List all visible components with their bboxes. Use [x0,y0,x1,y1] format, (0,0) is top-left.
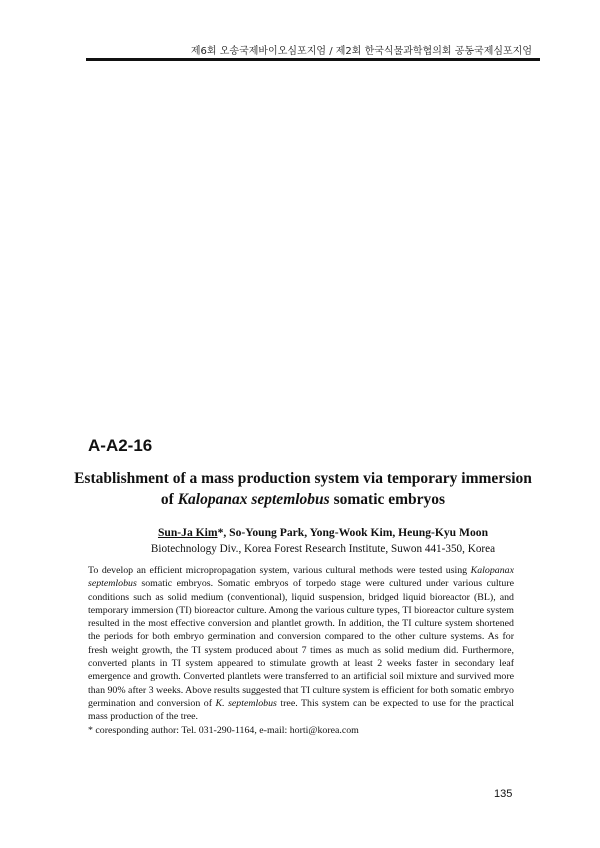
abstract-text-b: somatic embryos. Somatic embryos of torpedo stage were cultured under various culture conditions such as solid medium (conventional), liquid suspension, bridged liquid bioreactor (BL), and temporary immersion (TI) bioreactor culture. Among the various culture types, TI bioreactor culture system resulted in the most effective conversion and plantlet growth. In addition, the TI culture system shortened the periods for both embryo germination and conversion compared to the other culture systems. As for fresh weight growth, the TI system produced about 7 times as much as solid medium did. Furthermore, converted plants in TI system appeared to stimulate growth at least 2 weeks faster in secondary leaf emergence and growth. Converted plantlets were transferred to an artificial soil mixture and survived more than 90% after 3 weeks. Above results suggested that TI culture system is efficient for both somatic embryo germination and conversion of [88,578,514,709]
abstract-body [88,564,514,737]
header-rule [86,58,540,61]
title-line-2-prefix: of [160,491,178,508]
title-species: Kalopanax septemlobus [177,491,330,508]
other-authors: *, So-Young Park, Yong-Wook Kim, Heung-Kyu Moon [217,526,489,539]
first-author: Sun-Ja Kim [157,526,218,539]
abstract-code: A-A2-16 [88,436,153,455]
abstract-paragraph [88,564,514,724]
running-header: 제6회 오송국제바이오심포지엄 / 제2회 한국식물과학협의회 공동국제심포지엄 [190,46,532,57]
title-line-1: Establishment of a mass production system via temporary immersion [74,470,532,487]
abstract-text-a: To develop an efficient micropropagation system, various cultural methods were tested using [88,565,471,576]
author-list [90,524,556,541]
page-number: 135 [494,788,513,800]
abstract-species: Kalopanax septemlobus [88,565,514,590]
affiliation: Biotechnology Div., Korea Forest Research Institute, Suwon 441-350, Korea [150,543,496,555]
abstract-species-abbrev: K. septemlobus [215,697,277,709]
abstract-text-c: tree. This system can be expected to use for the practical mass production of the tree. [88,697,514,723]
corresponding-author-note: * coresponding author: Tel. 031-290-1164, e-mail: horti@korea.com [88,724,359,736]
paper-title [70,468,536,510]
title-line-2-suffix: somatic embryos [329,491,446,508]
